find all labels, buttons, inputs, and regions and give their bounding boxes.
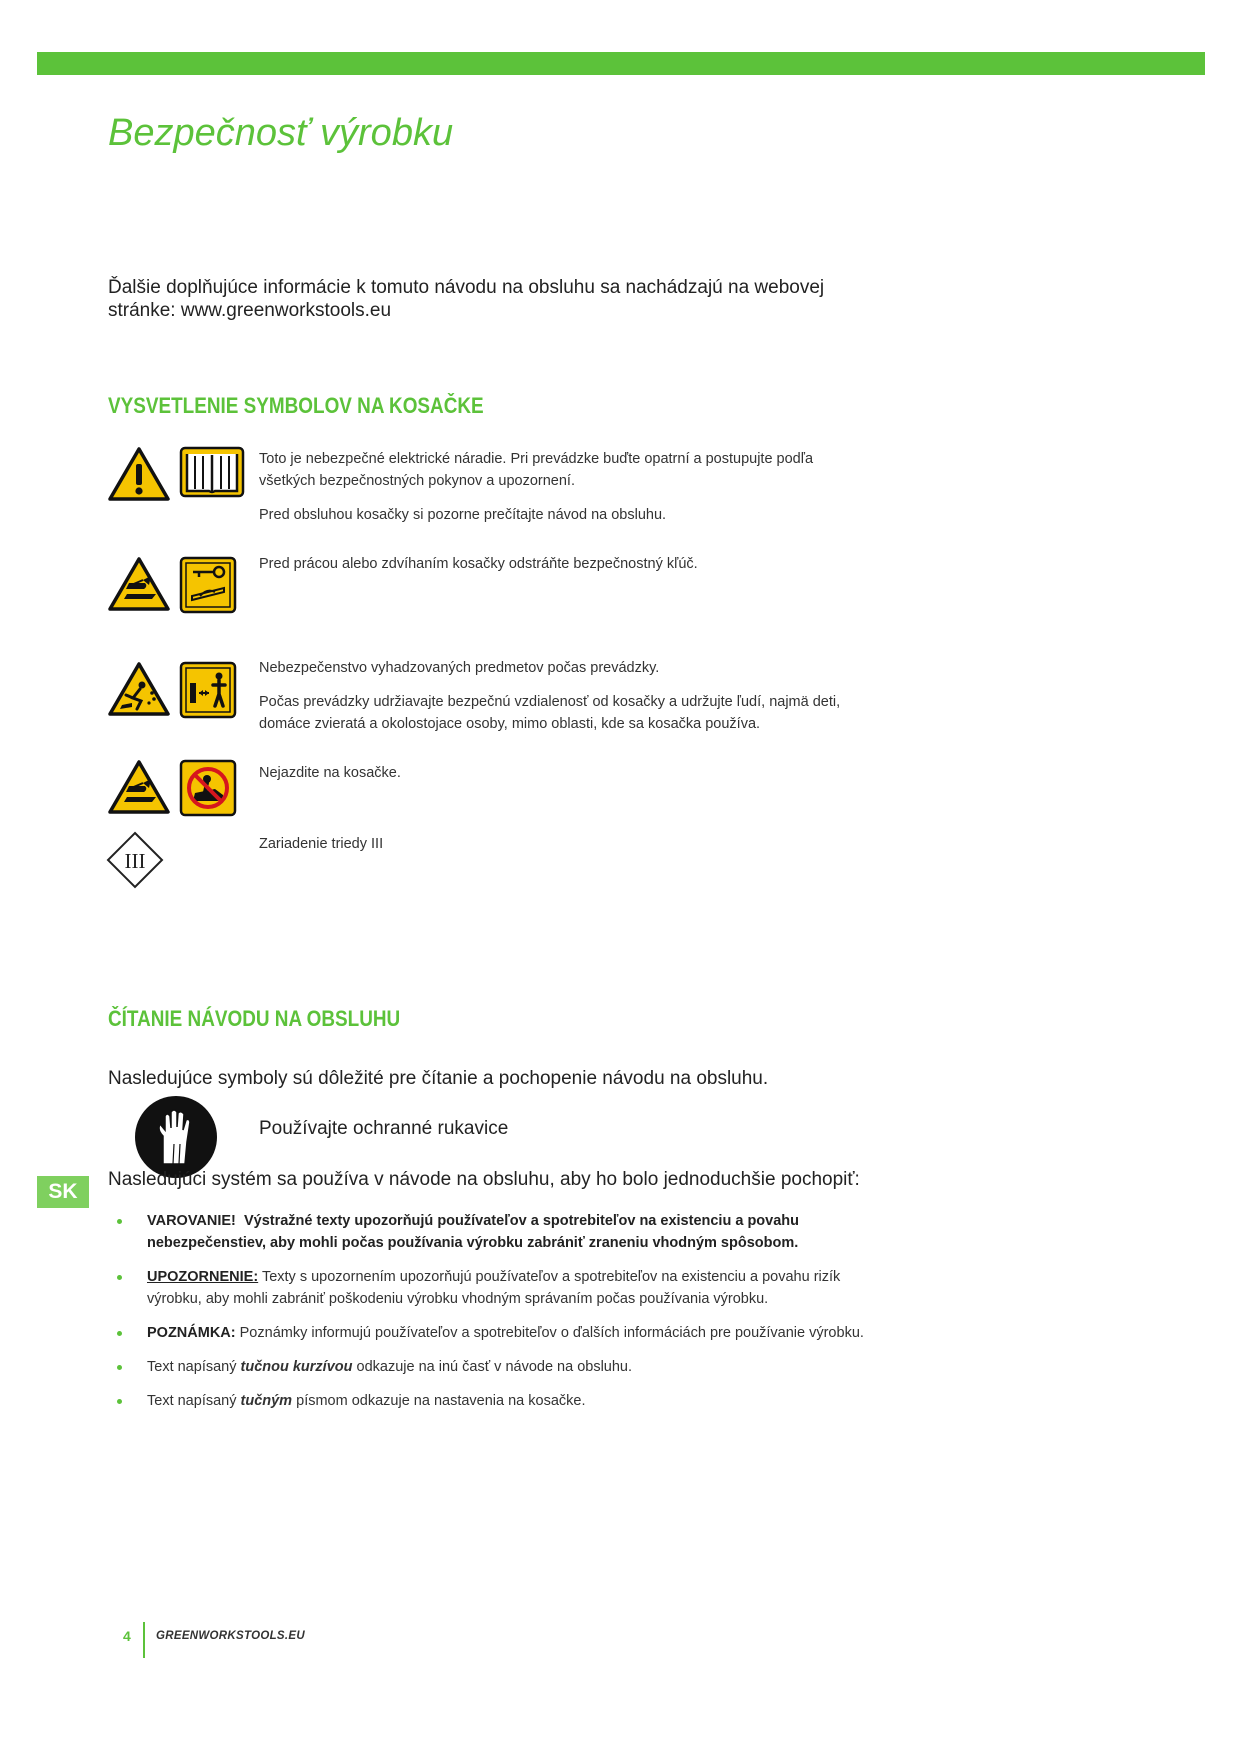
- symbol-text: Pred obsluhou kosačky si pozorne prečítajte návod na obsluhu.: [259, 507, 667, 523]
- note-label: POZNÁMKA:: [147, 1325, 236, 1341]
- remove-safety-key-icon: [179, 556, 237, 614]
- symbol-text: Nejazdite na kosačke.: [259, 765, 401, 781]
- symbols-heading: VYSVETLENIE SYMBOLOV NA KOSAČKE: [108, 393, 484, 418]
- symbol-text: Zariadenie triedy III: [259, 836, 384, 852]
- symbol-text: Počas prevádzky udržiavajte bezpečnú vzdialenosť od kosačky a udržujte ľudí, najmä deti, domáce zvieratá a okolostojace osoby, mimo oblasti, kde sa kosačka používa.: [259, 694, 841, 732]
- class-iii-label: III: [124, 849, 146, 873]
- list-item: [108, 1356, 898, 1378]
- page-number: 4: [123, 1628, 131, 1644]
- keep-distance-icon: [179, 661, 237, 719]
- warning-text: Výstražné texty upozorňujú používateľov a spotrebiteľov na existenciu a povahu nebezpečenstiev, aby mohli počas používania výrobku zabrániť zraneniu vhodným spôsobom.: [147, 1213, 799, 1251]
- bold-post: písmom odkazuje na nastavenia na kosačke.: [296, 1393, 586, 1409]
- symbol-row-4-icons: [107, 759, 237, 817]
- caution-text: Texty s upozornením upozorňujú používateľov a spotrebiteľov na existenciu a povahu rizík výrobku, aby mohli zabrániť poškodeniu výrobku vhodným správaním počas používania výrobku.: [147, 1269, 841, 1307]
- warning-label: VAROVANIE!: [147, 1213, 236, 1229]
- gloves-text: Používajte ochranné rukavice: [259, 1118, 509, 1139]
- bold-italic-pre: Text napísaný: [147, 1359, 237, 1375]
- no-riding-icon: [179, 759, 237, 817]
- thrown-objects-warning-icon: [107, 661, 171, 717]
- footer-divider: [143, 1622, 145, 1658]
- conventions-list: [108, 1210, 898, 1424]
- system-lead: Nasledujúci systém sa používa v návode na obsluhu, aby ho bolo jednoduchšie pochopiť:: [108, 1169, 860, 1190]
- symbol-text: Pred prácou alebo zdvíhaním kosačky odstráňte bezpečnostný kľúč.: [259, 556, 698, 572]
- symbol-row-3-icons: [107, 661, 237, 719]
- note-text: Poznámky informujú používateľov a spotrebiteľov o ďalších informáciách pre používanie výrobku.: [239, 1325, 864, 1341]
- hand-cut-warning-icon: [107, 556, 171, 612]
- symbol-row-4-text: [259, 762, 859, 796]
- footer-website: GREENWORKSTOOLS.EU: [156, 1630, 305, 1642]
- symbol-text: Nebezpečenstvo vyhadzovaných predmetov počas prevádzky.: [259, 660, 660, 676]
- bold-italic-post: odkazuje na inú časť v návode na obsluhu.: [356, 1359, 633, 1375]
- manual-book-icon: [179, 446, 245, 498]
- bold-pre: Text napísaný: [147, 1393, 237, 1409]
- language-tab-sk: SK: [37, 1176, 89, 1208]
- list-item: [108, 1210, 898, 1254]
- symbol-row-3-text: [259, 657, 859, 747]
- top-green-bar: [37, 52, 1205, 75]
- symbol-row-5-text: [259, 833, 859, 867]
- warning-triangle-icon: [107, 446, 171, 502]
- list-item: [108, 1322, 898, 1344]
- intro-text: Ďalšie doplňujúce informácie k tomuto návodu na obsluhu sa nachádzajú na webovej stránke: www.greenworkstools.eu: [108, 277, 825, 321]
- symbol-row-5-icons: [106, 831, 164, 889]
- list-item: [108, 1390, 898, 1412]
- bold-example: tučným: [240, 1393, 293, 1409]
- hand-cut-warning-icon: [107, 759, 171, 815]
- bold-italic-example: tučnou kurzívou: [240, 1359, 353, 1375]
- page-title: Bezpečnosť výrobku: [108, 112, 454, 154]
- caution-label: UPOZORNENIE:: [147, 1269, 259, 1285]
- manual-lead: Nasledujúce symboly sú dôležité pre čítanie a pochopenie návodu na obsluhu.: [108, 1068, 769, 1089]
- symbol-row-2-icons: [107, 556, 237, 614]
- symbol-row-1-icons: [107, 446, 245, 502]
- list-item: [108, 1266, 898, 1310]
- class-iii-icon: [106, 831, 164, 889]
- manual-heading: ČÍTANIE NÁVODU NA OBSLUHU: [108, 1006, 401, 1031]
- symbol-row-2-text: [259, 553, 859, 587]
- symbol-text: Toto je nebezpečné elektrické náradie. Pri prevádzke buďte opatrní a postupujte podľa všetkých bezpečnostných pokynov a upozornení.: [259, 451, 814, 489]
- symbol-row-1-text: [259, 448, 859, 538]
